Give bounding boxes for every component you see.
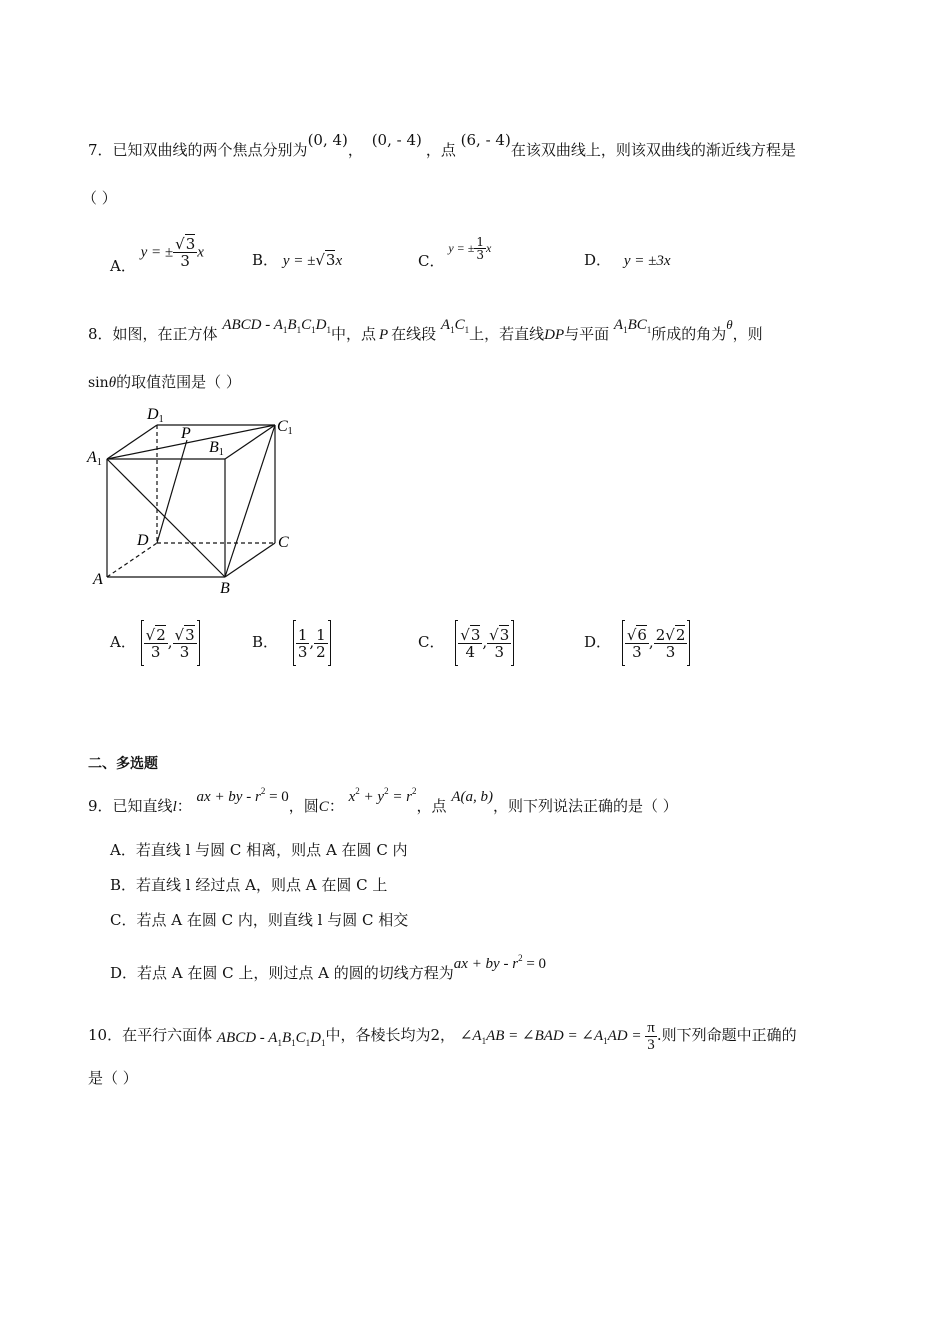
q8-stem-2 (88, 372, 241, 393)
q10-angles: $\angle A_1AB$ = ∠BAD = $\angle A_1AD$ = $\frac{\pi}{3}$ (459, 1020, 655, 1053)
q10-stem-2: 是（ ） (88, 1069, 138, 1087)
q8-stem (88, 317, 763, 350)
q8-text-2: 中，点 (330, 325, 376, 343)
option-label: C． (418, 252, 445, 270)
q8-text-3: 在线段 (391, 325, 437, 343)
q9-text-3: ，点 (416, 797, 447, 815)
q7-c-frac: $\frac{1}{3}$ (476, 235, 484, 262)
label-d: D (137, 532, 149, 549)
frac-a1: $\frac{√2}{3}$ (145, 625, 166, 661)
edge-bc (225, 543, 275, 577)
q7-b-rad: 3 (325, 251, 336, 269)
q7-focus-2: (0, - 4) (371, 131, 422, 149)
q9-option-b[interactable]: B．若直线 l 经过点 A，则点 A 在圆 C 上 (110, 876, 388, 894)
q9-stem (88, 786, 678, 817)
q9-circle-eq: $x^2 + y^2 = r^2$ (348, 786, 417, 805)
q8-cube-name: ABCD - $A_1B_1C_1D_1$ (222, 317, 331, 335)
frac-a2: $\frac{√3}{3}$ (174, 625, 195, 661)
q8-theta: θ (726, 317, 733, 332)
q7-option-a[interactable] (110, 235, 204, 275)
q7-text-3: 在该双曲线上，则该双曲线的渐近线方程是 (510, 141, 796, 159)
q9-d-eq: ax + by - $r^2 = 0$ (453, 953, 547, 972)
q7-text-1: 已知双曲线的两个焦点分别为 (112, 141, 308, 159)
frac-b1: $\frac{1}{3}$ (297, 625, 308, 661)
frac-d2: $\frac{2√2}{3}$ (655, 625, 686, 661)
option-label: D． (584, 251, 612, 269)
frac-d1: $\frac{√6}{3}$ (626, 625, 647, 661)
q8-line-dp: DP (544, 327, 565, 343)
q8-theta-2: θ (108, 375, 117, 391)
q9-option-d-text: D．若点 A 在圆 C 上，则过点 A 的圆的切线方程为 (110, 964, 454, 982)
q8-cube-figure (85, 400, 305, 600)
q8-option-c[interactable]: C． $\frac{√3}{4}$ , $\frac{√3}{3}$ (418, 620, 514, 666)
label-a: A (93, 571, 103, 588)
q9-text-4: ，则下列说法正确的是（ ） (493, 797, 678, 815)
q9-point-a: A(a, b) (451, 789, 493, 805)
q9-option-a[interactable]: A．若直线 l 与圆 C 相离，则点 A 在圆 C 内 (110, 841, 408, 859)
label-p: P (181, 425, 191, 442)
q9-circle-c: C (318, 799, 329, 815)
label-d1: D1 (147, 406, 164, 425)
q7-focus-1: (0, 4) (307, 131, 348, 149)
q10-text-1: 在平行六面体 (122, 1025, 213, 1044)
frac-b2: $\frac{1}{2}$ (316, 625, 326, 661)
q7-text-2: ，点 (425, 141, 456, 159)
q8-option-d[interactable]: D． $\frac{√6}{3}$ , $\frac{2√2}{3}$ (584, 620, 690, 666)
q10-stem (88, 1020, 797, 1053)
frac-c1: $\frac{√3}{4}$ (460, 625, 481, 661)
q8-text-6: 所成的角为 (651, 325, 727, 343)
q9-number: 9． (88, 797, 113, 815)
q7-a-prefix: y = ± (140, 244, 174, 261)
q7-number: 7． (88, 141, 113, 159)
q7-comma-1: ， (347, 141, 363, 159)
label-b: B (220, 580, 230, 597)
label-c1: C1 (277, 418, 293, 437)
q8-text-7: ，则 (732, 325, 763, 343)
q9-line-l: l (172, 799, 177, 815)
q7-point: (6, - 4) (460, 131, 511, 149)
option-label: A． (110, 633, 136, 651)
q8-segment: $A_1C_1$ (440, 317, 470, 335)
q7-option-c[interactable] (418, 235, 492, 270)
q8-number: 8． (88, 325, 113, 343)
q8-text-5: 与平面 (564, 325, 610, 343)
q9-colon: ： (176, 797, 192, 815)
diag-bc1 (225, 425, 275, 577)
q9-text-1: 已知直线 (112, 797, 173, 815)
q8-sin: sin (88, 375, 109, 391)
frac-c2: $\frac{√3}{3}$ (489, 625, 510, 661)
edge-ad-hidden (107, 543, 157, 577)
q10-text-2: 中，各棱长均为 (325, 1025, 431, 1044)
label-b1: B1 (209, 439, 224, 458)
option-label: B． (252, 251, 279, 269)
q10-edge-len: 2 (430, 1025, 441, 1044)
q8-text-1: 如图，在正方体 (112, 325, 218, 343)
label-c: C (278, 534, 289, 551)
q7-b-x: x (335, 253, 343, 269)
q7-a-frac: $\frac{√3}{3}$ (175, 235, 196, 270)
q7-a-x: x (197, 244, 204, 261)
q7-option-b[interactable]: B． y = ±√3x (252, 251, 343, 269)
q9-colon-2: ： (328, 797, 344, 815)
q9-text-2: ，圆 (288, 797, 319, 815)
option-label: C． (418, 633, 445, 651)
q8-option-b[interactable]: B． $\frac{1}{3}$ , $\frac{1}{2}$ (252, 620, 331, 666)
q8-plane: $A_1BC_1$ (613, 317, 652, 335)
q10-text-4: .则下列命题中正确的 (656, 1025, 797, 1044)
q9-option-d[interactable] (110, 953, 547, 984)
option-label: A． (110, 256, 136, 275)
q7-b-prefix: y = ± (282, 253, 316, 269)
option-label: D． (584, 633, 612, 651)
q7-option-d[interactable] (584, 250, 670, 271)
q7-c-prefix: y = ± (448, 241, 475, 255)
q9-option-c[interactable]: C．若点 A 在圆 C 内，则直线 l 与圆 C 相交 (110, 911, 409, 929)
q7-stem (88, 131, 796, 160)
label-a1: A1 (87, 449, 102, 468)
q9-line-eq: ax + by - $r^2 = 0$ (196, 786, 289, 805)
q10-text-3: ， (440, 1025, 456, 1044)
q8-text-4: 上，若直线 (469, 325, 545, 343)
diag-a1b (107, 459, 225, 577)
q10-number: 10． (88, 1025, 123, 1044)
q7-d-eq: y = ±3x (623, 253, 671, 269)
q8-point-p: P (378, 327, 389, 343)
line-dp (157, 440, 187, 543)
q7-c-x: x (485, 241, 492, 255)
q7-paren: （ ） (82, 189, 117, 207)
q8-option-a[interactable]: A． $\frac{√2}{3}$ , $\frac{√3}{3}$ (110, 620, 200, 666)
q10-body: ABCD - $A_1B_1C_1D_1$ (216, 1029, 326, 1048)
option-label: B． (252, 633, 279, 651)
section-heading: 二、多选题 (88, 756, 158, 772)
q8-text-8: 的取值范围是（ ） (116, 373, 241, 391)
